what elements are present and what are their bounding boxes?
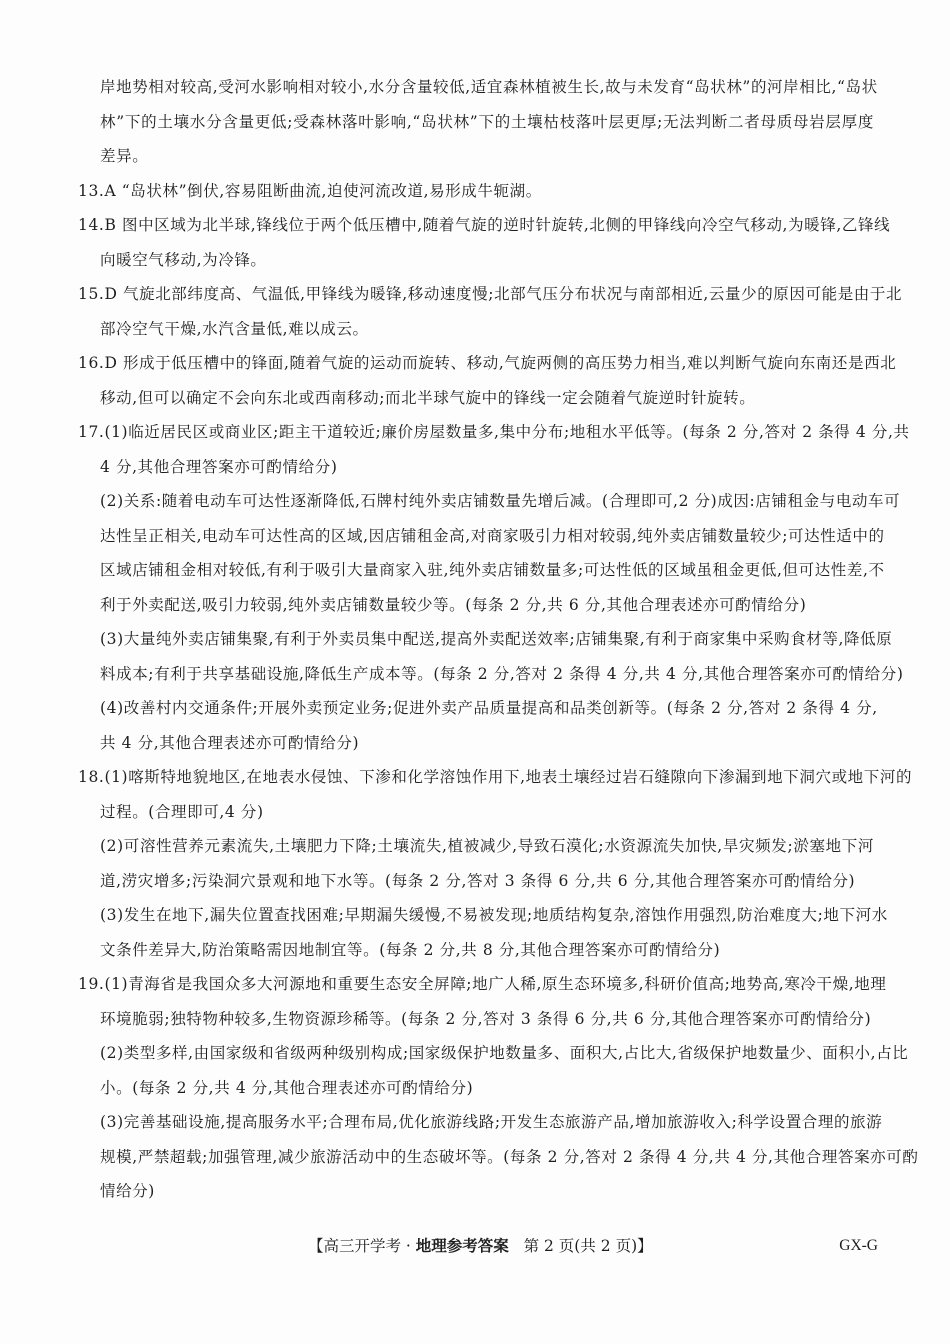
text-line: (4)改善村内交通条件;开展外卖预定业务;促进外卖产品质量提高和品类创新等。(每条 2 分,答对 2 条得 4 分, [100,699,878,717]
text-line: 15.D 气旋北部纬度高、气温低,甲锋线为暖锋,移动速度慢;北部气压分布状况与南部相近,云量少的原因可能是由于北 [78,285,903,303]
text-line: 18.(1)喀斯特地貌地区,在地表水侵蚀、下渗和化学溶蚀作用下,地表土壤经过岩石缝隙向下渗漏到地下洞穴或地下河的 [78,768,913,786]
footer-page-info: 第 2 页(共 2 页)】 [508,1237,653,1255]
answer-key-body [78,70,919,1209]
text-line: 达性呈正相关,电动车可达性高的区域,因店铺租金高,对商家吸引力相对较弱,纯外卖店铺数量较少;可达性适中的 [100,526,885,545]
text-line: 林”下的土壤水分含量更低;受森林落叶影响,“岛状林”下的土壤枯枝落叶层更厚;无法判断二者母质母岩层厚度 [100,112,874,131]
text-line: 环境脆弱;独特物种较多,生物资源珍稀等。(每条 2 分,答对 3 条得 6 分,共 6 分,其他合理答案亦可酌情给分) [100,1009,872,1028]
text-line: (2)类型多样,由国家级和省级两种级别构成;国家级保护地数量多、面积大,占比大,省级保护地数量少、面积小,占比 [100,1044,909,1062]
text-line: 岸地势相对较高,受河水影响相对较小,水分含量较低,适宜森林植被生长,故与未发育“岛状林”的河岸相比,“岛状 [100,78,878,96]
text-line: 道,涝灾增多;污染洞穴景观和地下水等。(每条 2 分,答对 3 条得 6 分,共 6 分,其他合理答案亦可酌情给分) [100,871,856,890]
text-line: 文条件差异大,防治策略需因地制宜等。(每条 2 分,共 8 分,其他合理答案亦可酌情给分) [100,940,721,959]
page-footer [308,1232,878,1260]
text-line: (3)发生在地下,漏失位置查找困难;早期漏失缓慢,不易被发现;地质结构复杂,溶蚀作用强烈,防治难度大;地下河水 [100,906,888,924]
text-line: 17.(1)临近居民区或商业区;距主干道较近;廉价房屋数量多,集中分布;地租水平低等。(每条 2 分,答对 2 条得 4 分,共 [78,423,910,441]
text-line: 规模,严禁超载;加强管理,减少旅游活动中的生态破坏等。(每条 2 分,答对 2 条得 4 分,共 4 分,其他合理答案亦可酌 [100,1147,919,1166]
text-line: 部冷空气干燥,水汽含量低,难以成云。 [100,319,369,338]
text-line: 16.D 形成于低压槽中的锋面,随着气旋的运动而旋转、移动,气旋两侧的高压势力相当,难以判断气旋向东南还是西北 [78,354,897,372]
footer-title-subject: 地理参考答案 [415,1236,509,1255]
text-line: 共 4 分,其他合理表述亦可酌情给分) [100,733,360,752]
text-line: 过程。(合理即可,4 分) [100,802,264,821]
text-line: 4 分,其他合理答案亦可酌情给分) [100,457,338,476]
text-line: 区域店铺租金相对较低,有利于吸引大量商家入驻,纯外卖店铺数量多;可达性低的区域虽租金更低,但可达性差,不 [100,561,885,579]
text-line: 19.(1)青海省是我国众多大河源地和重要生态安全屏障;地广人稀,原生态环境多,科研价值高;地势高,寒冷干燥,地理 [78,975,887,993]
text-line: 小。(每条 2 分,共 4 分,其他合理表述亦可酌情给分) [100,1078,474,1097]
text-line: 料成本;有利于共享基础设施,降低生产成本等。(每条 2 分,答对 2 条得 4 分,共 4 分,其他合理答案亦可酌情给分) [100,664,904,683]
text-line: (2)可溶性营养元素流失,土壤肥力下降;土壤流失,植被减少,导致石漠化;水资源流失加快,旱灾频发;淤塞地下河 [100,837,874,855]
text-line: (2)关系:随着电动车可达性逐渐降低,石牌村纯外卖店铺数量先增后减。(合理即可,2 分)成因:店铺租金与电动车可 [100,492,901,510]
footer-title [308,1232,653,1260]
text-line: 情给分) [100,1182,155,1200]
text-line: 利于外卖配送,吸引力较弱,纯外卖店铺数量较少等。(每条 2 分,共 6 分,其他合理表述亦可酌情给分) [100,595,807,614]
text-line: 14.B 图中区域为北半球,锋线位于两个低压槽中,随着气旋的逆时针旋转,北侧的甲锋线向冷空气移动,为暖锋,乙锋线 [78,216,891,234]
footer-title-prefix: 【高三开学考 · [308,1237,416,1255]
text-line: (3)完善基础设施,提高服务水平;合理布局,优化旅游线路;开发生态旅游产品,增加旅游收入;科学设置合理的旅游 [100,1113,883,1131]
text-line: 差异。 [100,147,149,165]
text-line: 移动,但可以确定不会向东北或西南移动;而北半球气旋中的锋线一定会随着气旋逆时针旋转。 [100,388,756,407]
text-line: 13.A “岛状林”倒伏,容易阻断曲流,迫使河流改道,易形成牛轭湖。 [78,181,542,200]
text-line: 向暖空气移动,为冷锋。 [100,250,267,269]
text-line: (3)大量纯外卖店铺集聚,有利于外卖员集中配送,提高外卖配送效率;店铺集聚,有利于商家集中采购食材等,降低原 [100,630,893,648]
footer-code: GX-G [839,1237,878,1254]
